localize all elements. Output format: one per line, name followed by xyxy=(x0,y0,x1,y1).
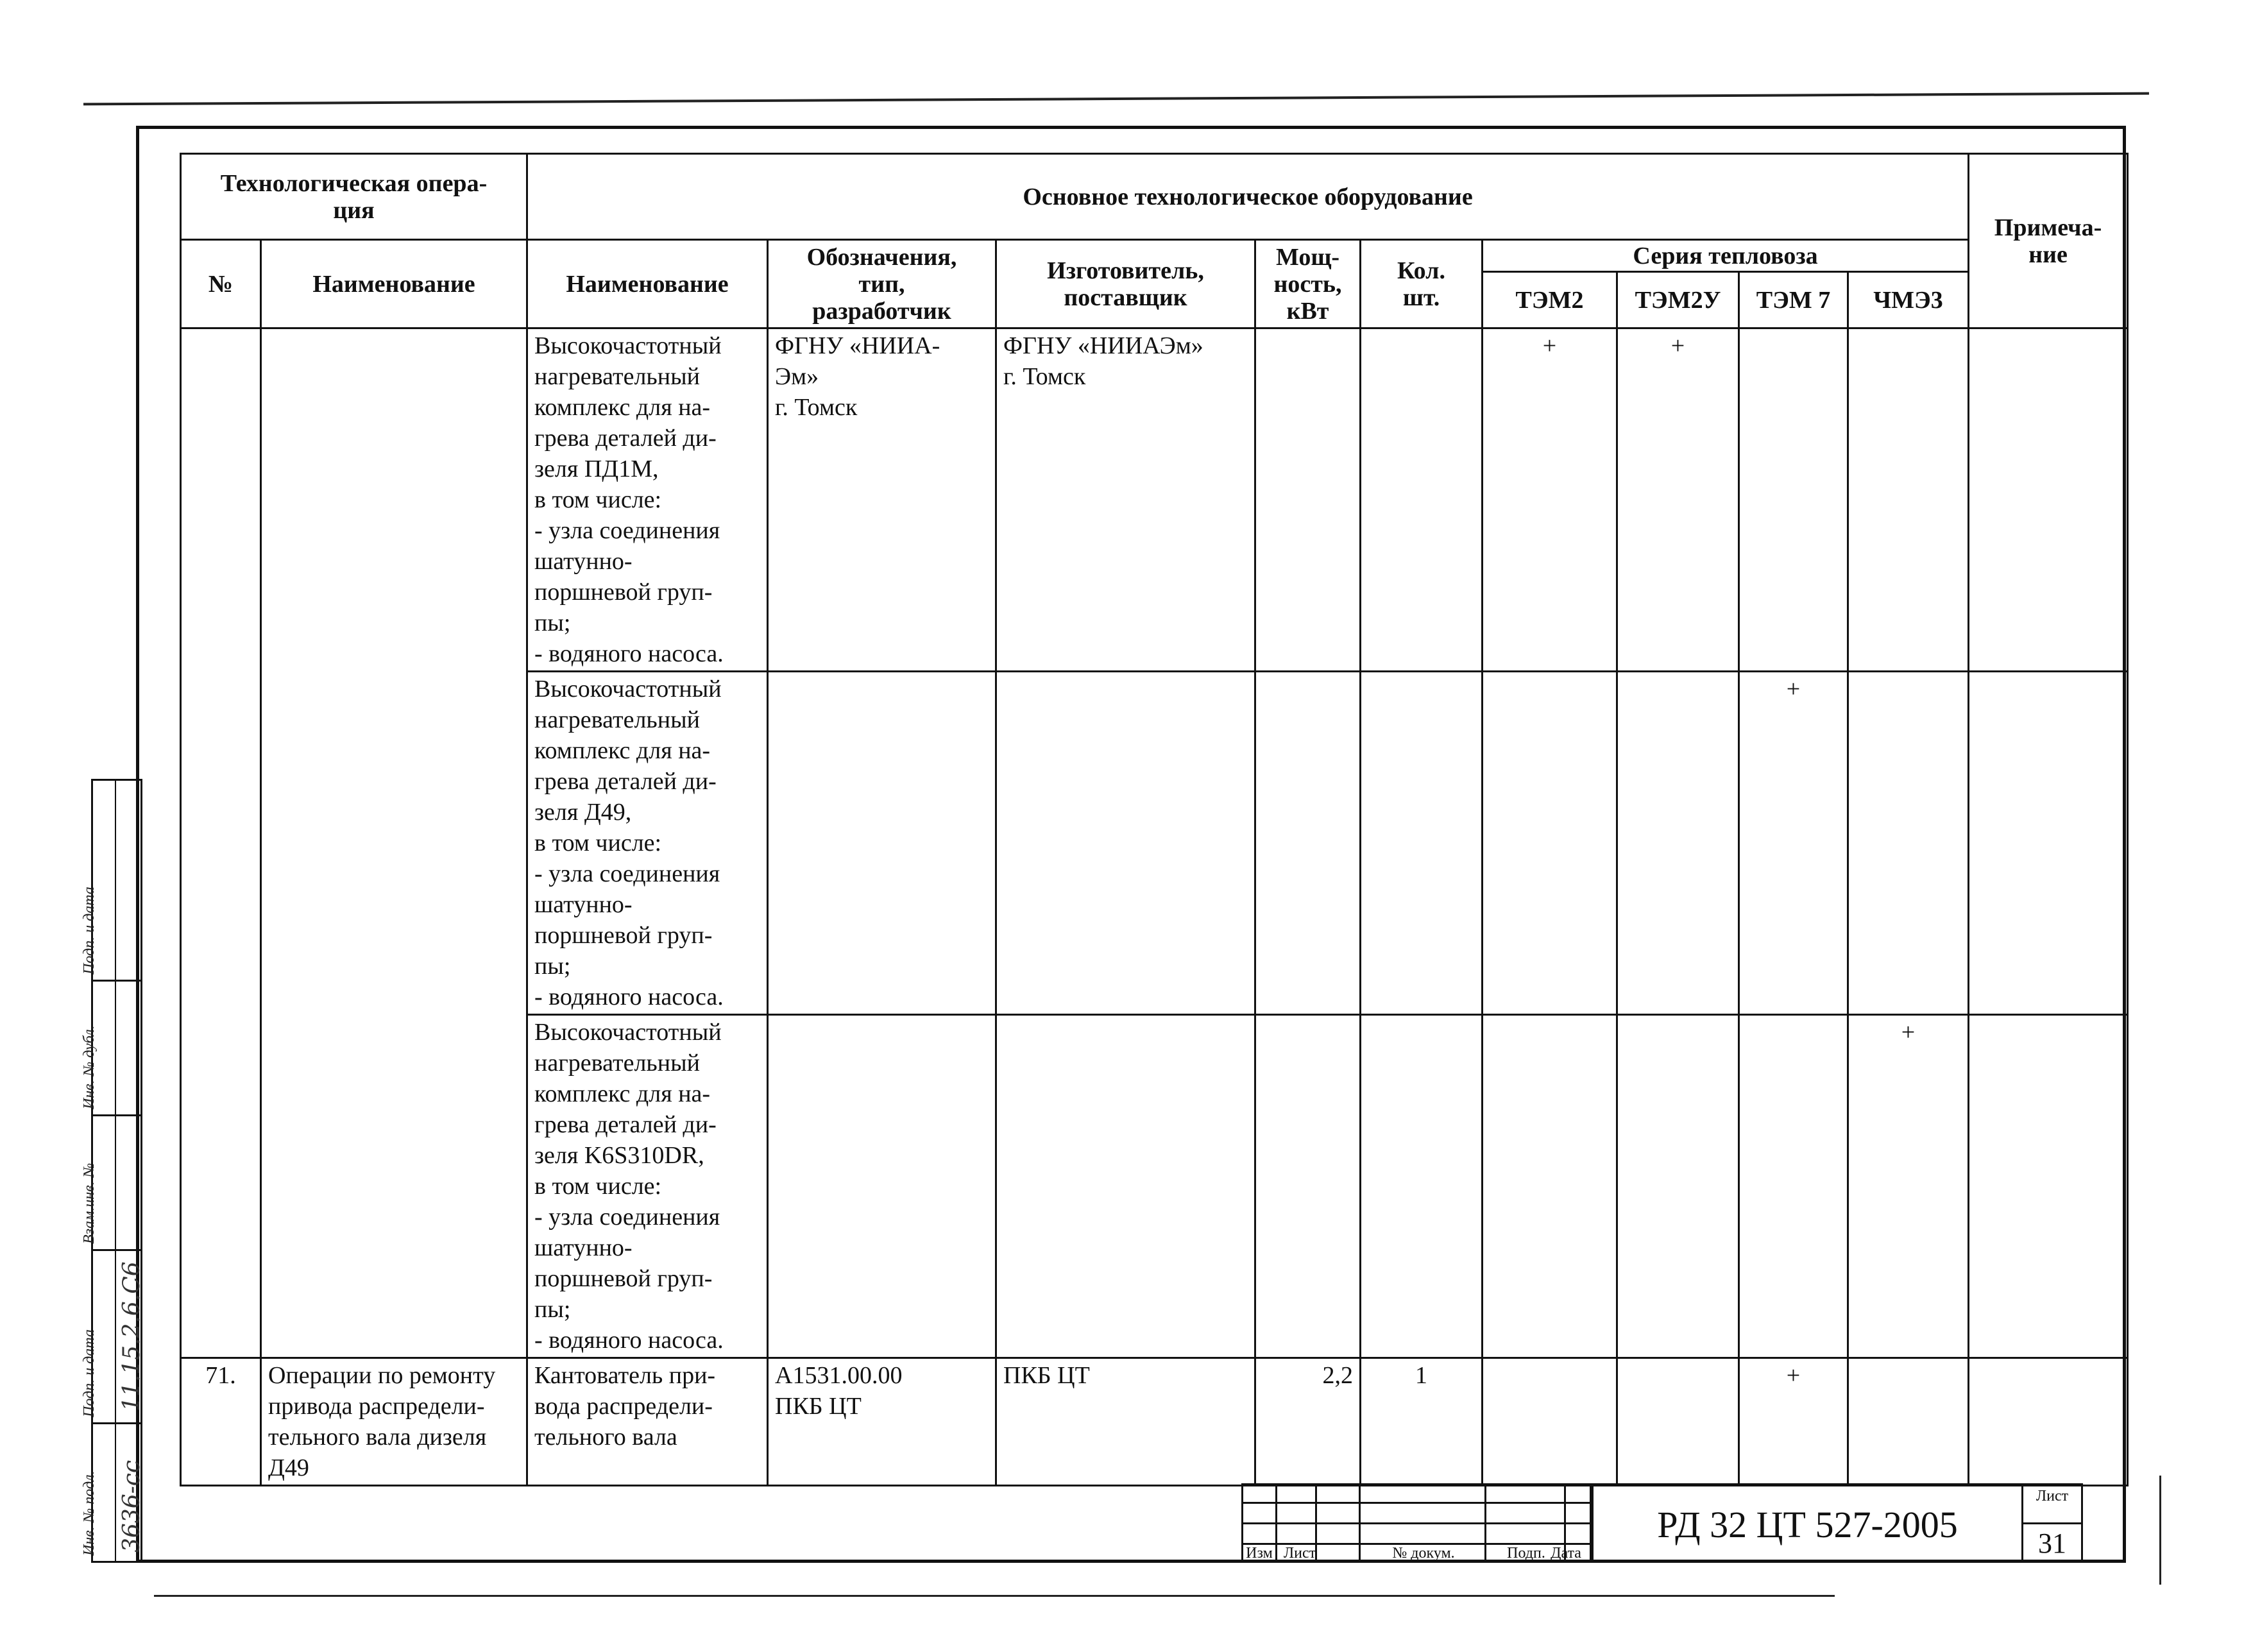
row-mark-tem2u xyxy=(1617,672,1739,1015)
side-approval-stamp xyxy=(81,779,145,1563)
row-eq-name: Высокочастотный нагревательный комплекс для на- грева деталей ди- зеля ПД1М, в том числе: - узла соединения шатунно- поршневой груп- пы; - водяного насоса. xyxy=(527,328,768,672)
row-qty xyxy=(1361,328,1483,672)
row-op-name xyxy=(261,328,527,1358)
row-manufacturer: ПКБ ЦТ xyxy=(996,1358,1255,1486)
row-designation: ФГНУ «НИИА- Эм» г. Томск xyxy=(768,328,996,672)
row-mark-tem2: + xyxy=(1483,328,1617,672)
row-note xyxy=(1969,1015,2128,1358)
side-cell-dup-inv xyxy=(81,980,140,1114)
title-block xyxy=(1241,1483,2127,1563)
header-series-tem7: ТЭМ 7 xyxy=(1739,272,1848,328)
row-manufacturer xyxy=(996,672,1255,1015)
row-mark-tem7: + xyxy=(1739,1358,1848,1486)
row-no xyxy=(181,328,261,1358)
row-mark-tem7 xyxy=(1739,1015,1848,1358)
row-mark-tem2u: + xyxy=(1617,328,1739,672)
header-manufacturer: Изготовитель, поставщик xyxy=(996,240,1255,328)
label-list: Лист xyxy=(1283,1545,1316,1562)
row-qty xyxy=(1361,1015,1483,1358)
sheet-label: Лист xyxy=(2036,1488,2069,1504)
row-designation xyxy=(768,1015,996,1358)
row-designation xyxy=(768,672,996,1015)
header-power: Мощ- ность, кВт xyxy=(1255,240,1361,328)
side-label: Инв. № дубл. xyxy=(81,1025,98,1109)
header-designation: Обозначения, тип, разработчик xyxy=(768,240,996,328)
row-qty xyxy=(1361,672,1483,1015)
header-row-2 xyxy=(181,240,2128,272)
equipment-table xyxy=(180,153,2129,1486)
header-qty: Кол. шт. xyxy=(1361,240,1483,328)
row-eq-name: Высокочастотный нагревательный комплекс для на- грева деталей ди- зеля K6S310DR, в том числе: - узла соединения шатунно- поршневой груп- пы; - водяного насоса. xyxy=(527,1015,768,1358)
row-mark-chme3: + xyxy=(1848,1015,1969,1358)
side-cell-sign-date-2 xyxy=(81,781,140,980)
header-note: Примеча- ние xyxy=(1969,154,2128,328)
row-mark-tem2u xyxy=(1617,1358,1739,1486)
row-manufacturer: ФГНУ «НИИАЭм» г. Томск xyxy=(996,328,1255,672)
header-no: № xyxy=(181,240,261,328)
row-no: 71. xyxy=(181,1358,261,1486)
row-designation: А1531.00.00 ПКБ ЦТ xyxy=(768,1358,996,1486)
header-series-tem2: ТЭМ2 xyxy=(1483,272,1617,328)
label-doc-no: № докум. xyxy=(1392,1545,1455,1562)
row-eq-name: Высокочастотный нагревательный комплекс для на- грева деталей ди- зеля Д49, в том числе: - узла соединения шатунно- поршневой груп- пы; - водяного насоса. xyxy=(527,672,768,1015)
header-series-tem2u: ТЭМ2У xyxy=(1617,272,1739,328)
sheet-number: 31 xyxy=(2023,1522,2081,1563)
handwritten-inv-number: 3636-сс xyxy=(119,1460,145,1553)
side-label: Подп. и дата xyxy=(81,1329,98,1417)
row-mark-chme3 xyxy=(1848,1358,1969,1486)
side-cell-replace-inv xyxy=(81,1114,140,1249)
side-label: Взам.инв. № xyxy=(81,1162,98,1244)
row-op-name: Операции по ремонту привода распредели- тельного вала дизеля Д49 xyxy=(261,1358,527,1486)
row-power xyxy=(1255,672,1361,1015)
side-cell-orig-inv xyxy=(81,1422,145,1561)
side-label: Подп. и дата xyxy=(81,887,98,975)
label-sign: Подп. xyxy=(1507,1545,1545,1562)
scan-top-line xyxy=(83,92,2149,106)
header-row-1 xyxy=(181,154,2128,240)
side-cell-sign-date-1 xyxy=(81,1249,145,1422)
header-series-chme3: ЧМЭ3 xyxy=(1848,272,1969,328)
header-eq-name: Наименование xyxy=(527,240,768,328)
side-label: Инв. № подл. xyxy=(81,1470,98,1556)
scan-right-line xyxy=(2159,1476,2161,1585)
header-series: Серия тепловоза xyxy=(1483,240,1969,272)
sheet-box xyxy=(2021,1483,2083,1563)
row-mark-tem2 xyxy=(1483,672,1617,1015)
handwritten-date: 11.15.2.6.С6 xyxy=(119,1261,145,1411)
label-izm: Изм xyxy=(1246,1545,1273,1562)
row-mark-tem7: + xyxy=(1739,672,1848,1015)
row-power: 2,2 xyxy=(1255,1358,1361,1486)
row-mark-tem2 xyxy=(1483,1358,1617,1486)
row-mark-chme3 xyxy=(1848,672,1969,1015)
table-row xyxy=(181,328,2128,672)
row-mark-chme3 xyxy=(1848,328,1969,672)
label-date: Дата xyxy=(1551,1545,1581,1562)
scan-bottom-line xyxy=(154,1595,1835,1597)
row-power xyxy=(1255,1015,1361,1358)
row-power xyxy=(1255,328,1361,672)
header-tech-operation: Технологическая опера- ция xyxy=(181,154,527,240)
header-op-name: Наименование xyxy=(261,240,527,328)
row-eq-name: Кантователь при- вода распредели- тельного вала xyxy=(527,1358,768,1486)
row-note xyxy=(1969,672,2128,1015)
row-mark-tem2u xyxy=(1617,1015,1739,1358)
document-code: РД 32 ЦТ 527-2005 xyxy=(1592,1483,2021,1563)
header-main-equipment: Основное технологическое оборудование xyxy=(527,154,1969,240)
row-manufacturer xyxy=(996,1015,1255,1358)
row-note xyxy=(1969,1358,2128,1486)
row-mark-tem7 xyxy=(1739,328,1848,672)
row-note xyxy=(1969,328,2128,672)
table-row xyxy=(181,1358,2128,1486)
row-qty: 1 xyxy=(1361,1358,1483,1486)
revision-labels xyxy=(1241,1545,1592,1563)
row-mark-tem2 xyxy=(1483,1015,1617,1358)
